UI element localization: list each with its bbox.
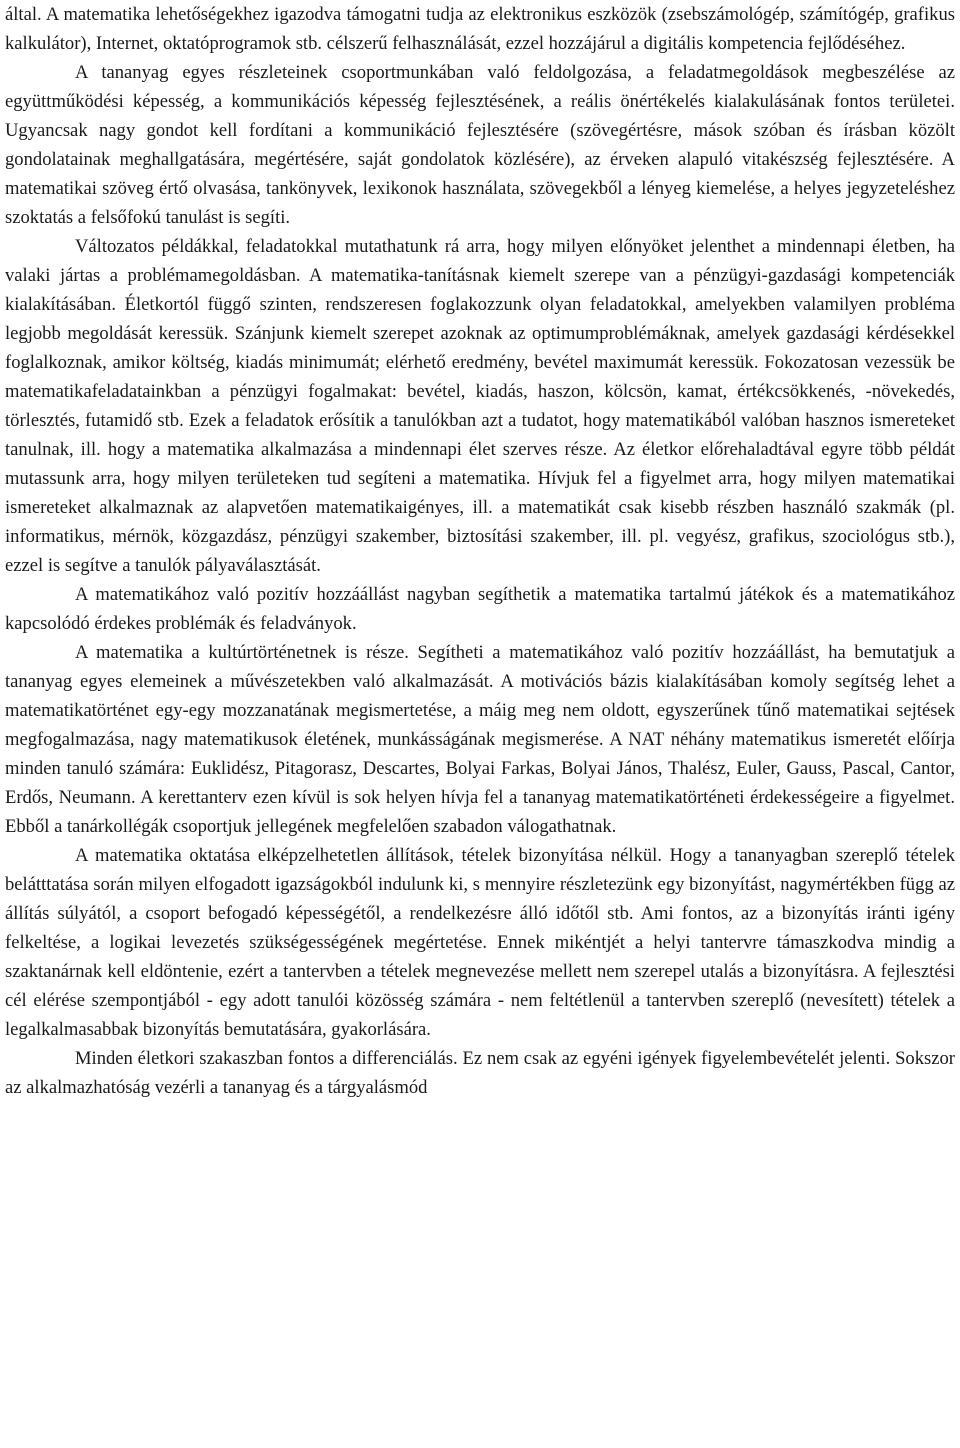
paragraph-games: A matematikához való pozitív hozzáállást nagyban segíthetik a matematika tartalmú játékok és a matematikához kapcsolódó érdekes problémák és feladványok. [5,584,955,634]
paragraph-financial-competence: Változatos példákkal, feladatokkal mutathatunk rá arra, hogy milyen előnyöket jelenthet a mindennapi életben, ha valaki jártas a problémamegoldásban. A matematika-tanításnak kiemelt szerepe van a pénzügyi-gazdasági kompetenciák kialakításában. Életkortól függő szinten, rendszeresen foglakozzunk olyan feladatokkal, amelyekben valamilyen probléma legjobb megoldását keressük. Szánjunk kiemelt szerepet azoknak az optimumproblémáknak, amelyek gazdasági kérdésekkel foglalkoznak, amikor költség, kiadás minimumát; elérhető eredmény, bevétel maximumát keressük. Fokozatosan vezessük be matematikafeladatainkban a pénzügyi fogalmakat: bevétel, kiadás, haszon, kölcsön, kamat, értékcsökkenés, -növekedés, törlesztés, futamidő stb. Ezek a feladatok erősítik a tanulókban azt a tudatot, hogy matematikából valóban hasznos ismereteket tanulnak, ill. hogy a matematika alkalmazása a mindennapi élet szerves része. Az életkor előrehaladtával egyre több példát mutassunk arra, hogy milyen területeken tud segíteni a matematika. Hívjuk fel a figyelmet arra, hogy milyen matematikai ismereteket alkalmaznak az alapvetően matematikaigényes, ill. a matematikát csak kisebb részben használó szakmák (pl. informatikus, mérnök, közgazdász, pénzügyi szakember, biztosítási szakember, ill. pl. vegyész, grafikus, szociológus stb.), ezzel is segítve a tanulók pályaválasztását. [5,236,955,576]
paragraph-differentiation: Minden életkori szakaszban fontos a differenciálás. Ez nem csak az egyéni igények figyelembevételét jelenti. Sokszor az alkalmazhatóság vezérli a tananyag és a tárgyalásmód [5,1048,955,1098]
document-page [5,0,955,1102]
paragraph-group-work: A tananyag egyes részleteinek csoportmunkában való feldolgozása, a feladatmegoldások megbeszélése az együttműködési képesség, a kommunikációs képesség fejlesztésének, a reális önértékelés kialakulásának fontos területei. Ugyancsak nagy gondot kell fordítani a kommunikáció fejlesztésére (szövegértésre, mások szóban és írásban közölt gondolatainak meghallgatására, megértésére, saját gondolatok közlésére), az érveken alapuló vitakészség fejlesztésére. A matematikai szöveg értő olvasása, tankönyvek, lexikonok használata, szövegekből a lényeg kiemelése, a helyes jegyzeteléshez szoktatás a felsőfokú tanulást is segíti. [5,62,955,228]
paragraph-proofs: A matematika oktatása elképzelhetetlen állítások, tételek bizonyítása nélkül. Hogy a tananyagban szereplő tételek belátttatása során milyen elfogadott igazságokból indulunk ki, s mennyire részletezünk egy bizonyítást, nagymértékben függ az állítás súlyától, a csoport befogadó képességétől, a rendelkezésre álló időtől stb. Ami fontos, az a bizonyítás iránti igény felkeltése, a logikai levezetés szükségességének megértetése. Ennek mikéntjét a helyi tantervre támaszkodva mindig a szaktanárnak kell eldöntenie, ezért a tantervben a tételek megnevezése mellett nem szerepel utalás a bizonyításra. A fejlesztési cél elérése szempontjából - egy adott tanulói közösség számára - nem feltétlenül a tantervben szereplő (nevesített) tételek a legalkalmasabbak bizonyítás bemutatására, gyakorlására. [5,845,955,1040]
paragraph-cultural-history: A matematika a kultúrtörténetnek is része. Segítheti a matematikához való pozitív hozzáállást, ha bemutatjuk a tananyag egyes elemeinek a művészetekben való alkalmazását. A motivációs bázis kialakításában komoly segítség lehet a matematikatörténet egy-egy mozzanatának megismertetése, a máig meg nem oldott, egyszerűnek tűnő matematikai sejtések megfogalmazása, nagy matematikusok életének, munkásságának megismerése. A NAT néhány matematikus ismeretét előírja minden tanuló számára: Euklidész, Pitagorasz, Descartes, Bolyai Farkas, Bolyai János, Thalész, Euler, Gauss, Pascal, Cantor, Erdős, Neumann. A kerettanterv ezen kívül is sok helyen hívja fel a tananyag matematikatörténeti érdekességeire a figyelmet. Ebből a tanárkollégák csoportjuk jellegének megfelelően szabadon válogathatnak. [5,642,955,837]
paragraph-digital-competence: által. A matematika lehetőségekhez igazodva támogatni tudja az elektronikus eszközök (zsebszámológép, számítógép, grafikus kalkulátor), Internet, oktatóprogramok stb. célszerű felhasználását, ezzel hozzájárul a digitális kompetencia fejlődéséhez. [5,4,955,54]
